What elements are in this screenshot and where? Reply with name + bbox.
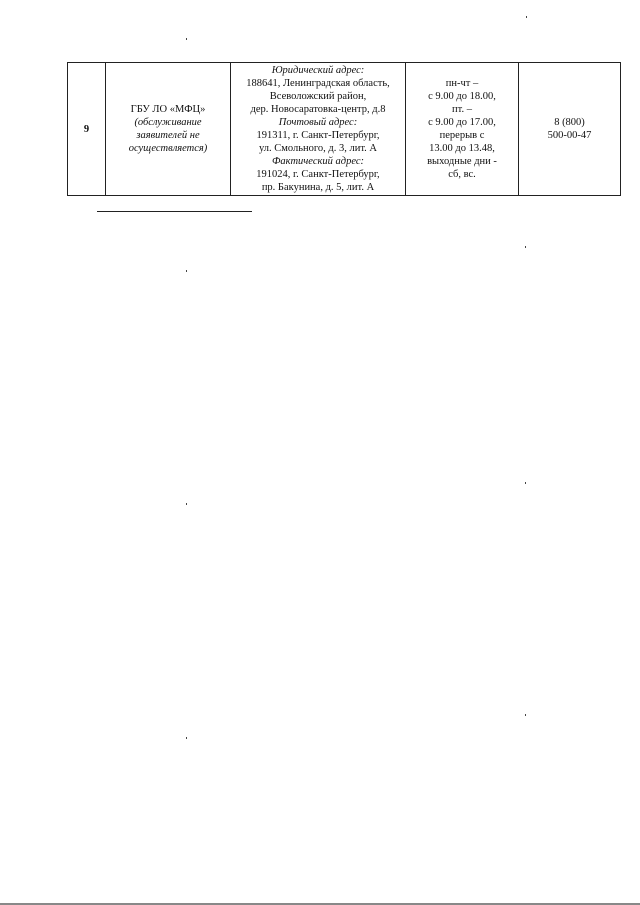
hours-line: пн-чт – bbox=[445, 78, 479, 89]
row-number-cell: 9 bbox=[68, 63, 106, 196]
legal-address-label: Юридический адрес: bbox=[271, 65, 365, 76]
legal-address-line: 188641, Ленинградская область, bbox=[246, 78, 390, 89]
legal-address-line: дер. Новосаратовка-центр, д.8 bbox=[250, 104, 386, 115]
organization-table bbox=[67, 62, 621, 196]
scan-speck bbox=[186, 737, 187, 739]
postal-address-line: ул. Смольного, д. 3, лит. А bbox=[258, 143, 378, 154]
legal-address-line: Всеволожский район, bbox=[269, 91, 367, 102]
org-name-cell bbox=[106, 63, 231, 196]
table-row bbox=[68, 63, 621, 196]
scan-speck bbox=[525, 246, 526, 248]
hours-cell bbox=[406, 63, 519, 196]
postal-address-line: 191311, г. Санкт-Петербург, bbox=[256, 130, 380, 141]
scan-speck bbox=[526, 16, 527, 18]
hours-line: сб, вс. bbox=[448, 169, 476, 180]
postal-address-label: Почтовый адрес: bbox=[278, 117, 358, 128]
org-note-line bbox=[108, 142, 228, 155]
actual-address-line: 191024, г. Санкт-Петербург, bbox=[256, 169, 380, 180]
hours-line: перерыв с bbox=[439, 130, 485, 141]
hours-line: выходные дни - bbox=[427, 156, 497, 167]
address-cell bbox=[231, 63, 406, 196]
phone-line: 500-00-47 bbox=[547, 130, 592, 141]
scan-speck bbox=[186, 270, 187, 272]
org-note-line: заявителей не bbox=[136, 130, 200, 141]
actual-address-line: пр. Бакунина, д. 5, лит. А bbox=[261, 182, 375, 193]
hours-line: 13.00 до 13.48, bbox=[429, 143, 495, 154]
phone-cell bbox=[519, 63, 621, 196]
scan-speck bbox=[525, 714, 526, 716]
hours-line: с 9.00 до 17.00, bbox=[428, 117, 496, 128]
phone-line: 8 (800) bbox=[554, 117, 585, 128]
scan-speck bbox=[186, 38, 187, 40]
org-note-line: (обслуживание bbox=[134, 117, 202, 128]
actual-address-label: Фактический адрес: bbox=[271, 156, 365, 167]
scan-speck bbox=[186, 503, 187, 505]
org-note-text: осуществляется) bbox=[128, 143, 208, 154]
org-name: ГБУ ЛО «МФЦ» bbox=[130, 104, 206, 115]
hours-line: пт. – bbox=[452, 104, 472, 115]
scan-speck bbox=[525, 482, 526, 484]
hours-line: с 9.00 до 18.00, bbox=[428, 91, 496, 102]
footnote-separator bbox=[97, 211, 252, 212]
